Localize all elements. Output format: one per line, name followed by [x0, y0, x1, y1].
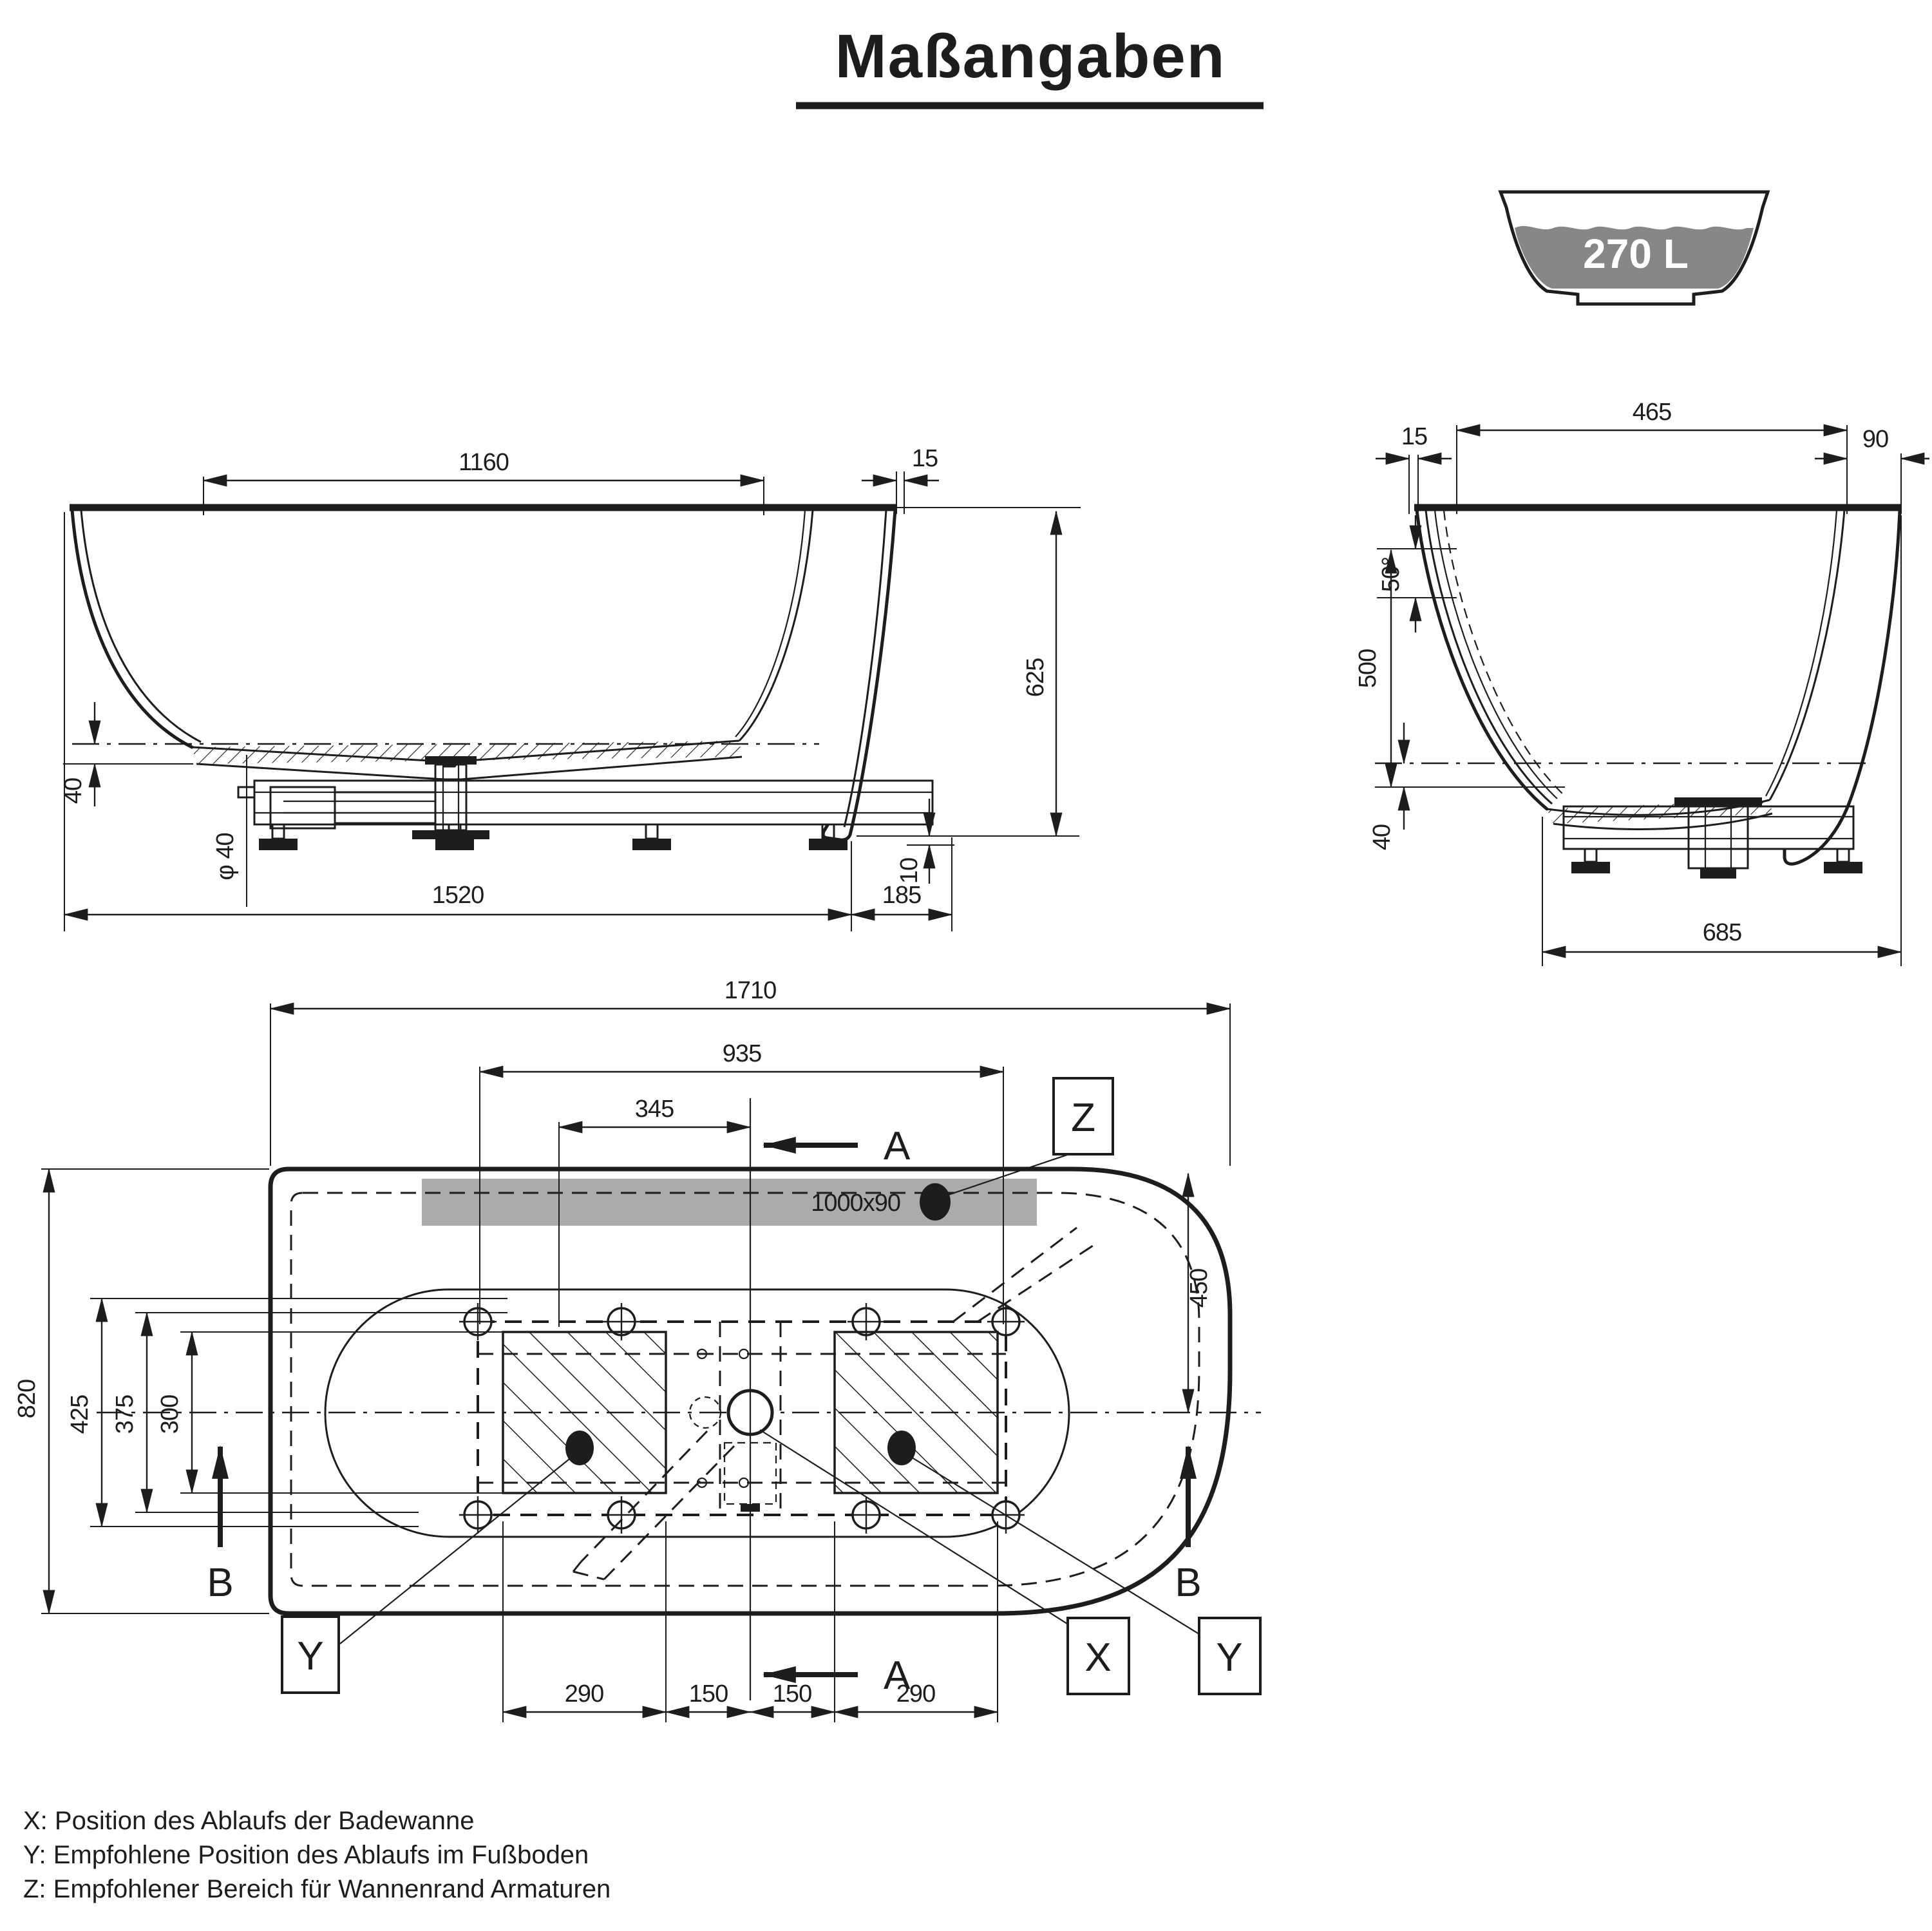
floor-drain-dot-left — [565, 1431, 594, 1465]
plan-inner-outline — [291, 1193, 1199, 1586]
legend-item-y: Y: Empfohlene Position des Ablaufs im Fußboden — [23, 1841, 589, 1869]
svg-text:345: 345 — [634, 1096, 674, 1123]
marker-x-label: X — [1084, 1635, 1112, 1680]
svg-text:40: 40 — [1368, 824, 1396, 851]
dim-side-skirt-gap — [896, 799, 954, 884]
svg-text:820: 820 — [14, 1379, 41, 1419]
section-a-label-bottom: A — [884, 1653, 911, 1698]
dim-end-backrest-angle — [1377, 515, 1457, 633]
side-skirt-outer — [823, 510, 895, 840]
svg-text:40: 40 — [60, 777, 87, 804]
side-drain-assembly — [270, 756, 489, 839]
svg-text:425: 425 — [66, 1394, 93, 1434]
dim-end-base-width — [1542, 515, 1901, 966]
svg-text:φ 40: φ 40 — [212, 833, 239, 880]
legend-item-x: X: Position des Ablaufs der Badewanne — [23, 1807, 475, 1835]
dim-end-deck-width — [1815, 426, 1929, 514]
svg-text:290: 290 — [564, 1680, 604, 1707]
dim-plan-overall-width — [14, 1169, 269, 1613]
svg-text:185: 185 — [882, 882, 922, 909]
svg-text:465: 465 — [1632, 399, 1672, 426]
dim-end-top-width — [1457, 399, 1847, 514]
section-b-label-right: B — [1175, 1561, 1202, 1605]
end-skirt-outer — [1785, 510, 1900, 864]
legend-item-z: Z: Empfohlener Bereich für Wannenrand Armaturen — [23, 1875, 611, 1903]
plan-view — [14, 977, 1261, 1722]
svg-text:150: 150 — [688, 1680, 728, 1707]
side-view — [60, 445, 1081, 931]
svg-text:450: 450 — [1186, 1268, 1213, 1308]
svg-text:1710: 1710 — [724, 977, 777, 1004]
plan-pad-right — [835, 1332, 998, 1493]
plan-foot — [848, 1496, 885, 1534]
badge-volume-label: 270 L — [1583, 231, 1689, 277]
dim-side-drain-diameter — [212, 755, 247, 907]
plan-foot — [459, 1303, 497, 1340]
svg-text:935: 935 — [722, 1040, 762, 1067]
svg-text:290: 290 — [896, 1680, 936, 1707]
svg-text:15: 15 — [911, 445, 938, 472]
end-view — [1354, 399, 1929, 966]
side-support-frame — [238, 781, 933, 850]
marker-y-left — [282, 1454, 575, 1693]
dim-end-rim-lip — [1376, 423, 1452, 514]
title-text: Maßangaben — [835, 22, 1226, 91]
section-b-label-left: B — [207, 1561, 234, 1605]
dim-side-rim-lip — [862, 445, 939, 514]
svg-text:375: 375 — [111, 1394, 138, 1434]
legend — [23, 1807, 611, 1903]
svg-text:90: 90 — [1862, 426, 1889, 453]
svg-text:150: 150 — [772, 1680, 812, 1707]
side-left-wall-outer — [72, 510, 192, 747]
svg-text:625: 625 — [1022, 658, 1049, 698]
page-title — [796, 22, 1264, 106]
svg-text:300: 300 — [156, 1394, 184, 1434]
plan-pad-left — [503, 1332, 666, 1493]
capacity-badge — [1501, 192, 1768, 304]
side-foot — [632, 824, 671, 850]
fitting-zone-label: 1000x90 — [811, 1190, 900, 1217]
svg-text:1520: 1520 — [431, 882, 484, 909]
svg-text:15: 15 — [1401, 423, 1428, 450]
svg-text:10: 10 — [896, 857, 923, 884]
svg-text:50°: 50° — [1378, 556, 1405, 593]
svg-text:1160: 1160 — [459, 449, 509, 476]
svg-text:500: 500 — [1354, 649, 1381, 689]
plan-foot — [603, 1496, 640, 1534]
section-a-label-top: A — [884, 1124, 911, 1168]
plan-foot — [459, 1496, 497, 1534]
dim-side-base-length — [64, 512, 851, 931]
marker-y-right-label: Y — [1216, 1635, 1243, 1680]
floor-drain-dot-right — [887, 1431, 916, 1465]
marker-y-left-label: Y — [297, 1634, 324, 1679]
svg-text:685: 685 — [1702, 919, 1742, 946]
dim-side-bottom-clearance — [60, 702, 193, 806]
marker-z-label: Z — [1071, 1096, 1095, 1140]
